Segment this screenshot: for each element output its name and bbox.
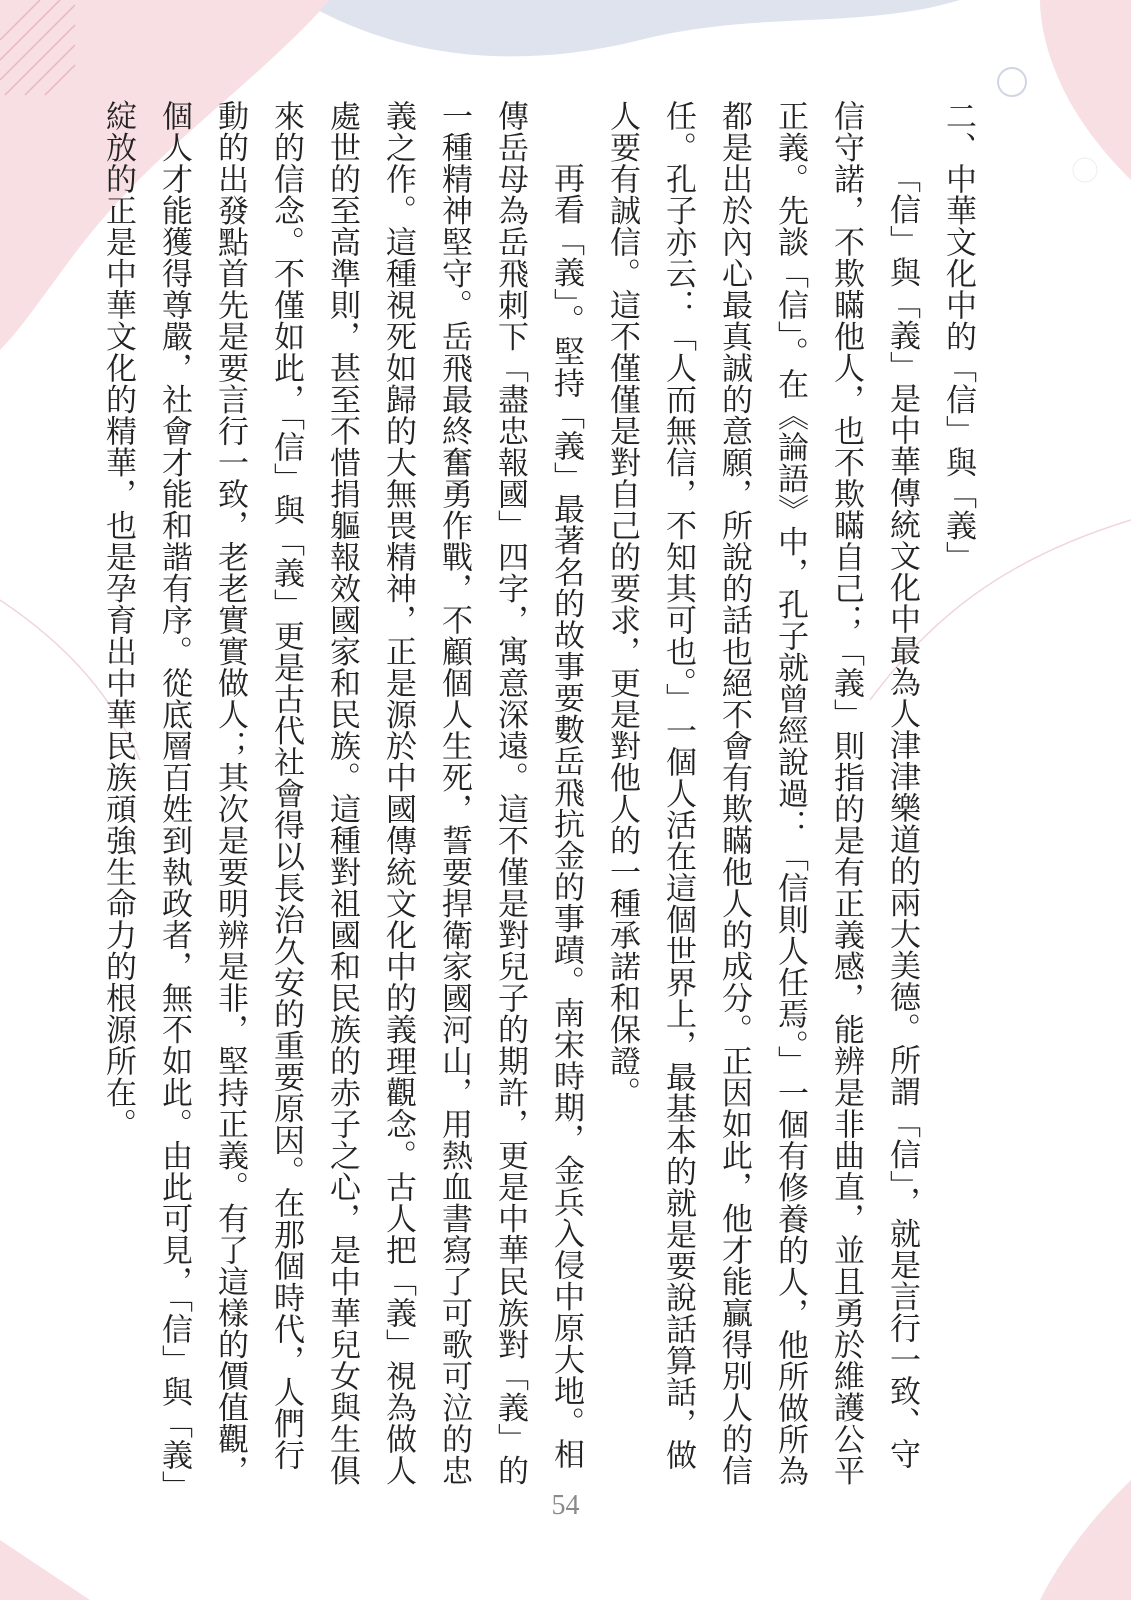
paragraph-trust: 「信」與「義」是中華傳統文化中最為人津津樂道的兩大美德。所謂「信」，就是言行一致、守信守諾，不欺瞞他人，也不欺瞞自己；「義」則指的是有正義感，能辨是非曲直，並且勇於維護公平正義。先談「信」。在《論語》中，孔子就曾經說過：「信則人任焉。」一個有修養的人，他所做所為都是出於內心最真誠的意願，所說的話也絕不會有欺瞞他人的成分。正因如此，他才能贏得別人的信任。孔子亦云：「人而無信，不知其可也。」一個人活在這個世界上，最基本的就是要說話算話，做人要有誠信。這不僅僅是對自己的要求，更是對他人的一種承諾和保證。 xyxy=(604,100,920,1487)
small-dot xyxy=(1073,158,1097,182)
article-body xyxy=(90,100,986,1490)
paragraph-righteousness: 再看「義」。堅持「義」最著名的故事要數岳飛抗金的事蹟。南宋時期，金兵入侵中原大地。相傳岳母為岳飛刺下「盡忠報國」四字，寓意深遠。這不僅是對兒子的期許，更是中華民族對「義」的一種精神堅守。岳飛最終奮勇作戰，不顧個人生死，誓要捍衛家國河山，用熱血書寫了可歌可泣的忠義之作。這種視死如歸的大無畏精神，正是源於中國傳統文化中的義理觀念。古人把「義」視為做人處世的至高準則，甚至不惜捐軀報效國家和民族。這種對祖國和民族的赤子之心，是中華兒女與生俱來的信念。不僅如此，「信」與「義」更是古代社會得以長治久安的重要原因。在那個時代，人們行動的出發點首先是要言行一致，老老實實做人；其次是要明辨是非，堅持正義。有了這樣的價值觀，個人才能獲得尊嚴，社會才能和諧有序。從底層百姓到執政者，無不如此。由此可見，「信」與「義」綻放的正是中華文化的精華，也是孕育出中華民族頑強生命力的根源所在。 xyxy=(100,100,584,1487)
blue-blob xyxy=(300,0,960,56)
pink-blob-bottom-left xyxy=(0,1540,90,1600)
section-heading: 二、中華文化中的「信」與「義」 xyxy=(940,100,976,573)
ring-circle xyxy=(998,68,1026,96)
page-number: 54 xyxy=(551,1490,580,1521)
pink-blob-top-right xyxy=(1040,0,1131,180)
